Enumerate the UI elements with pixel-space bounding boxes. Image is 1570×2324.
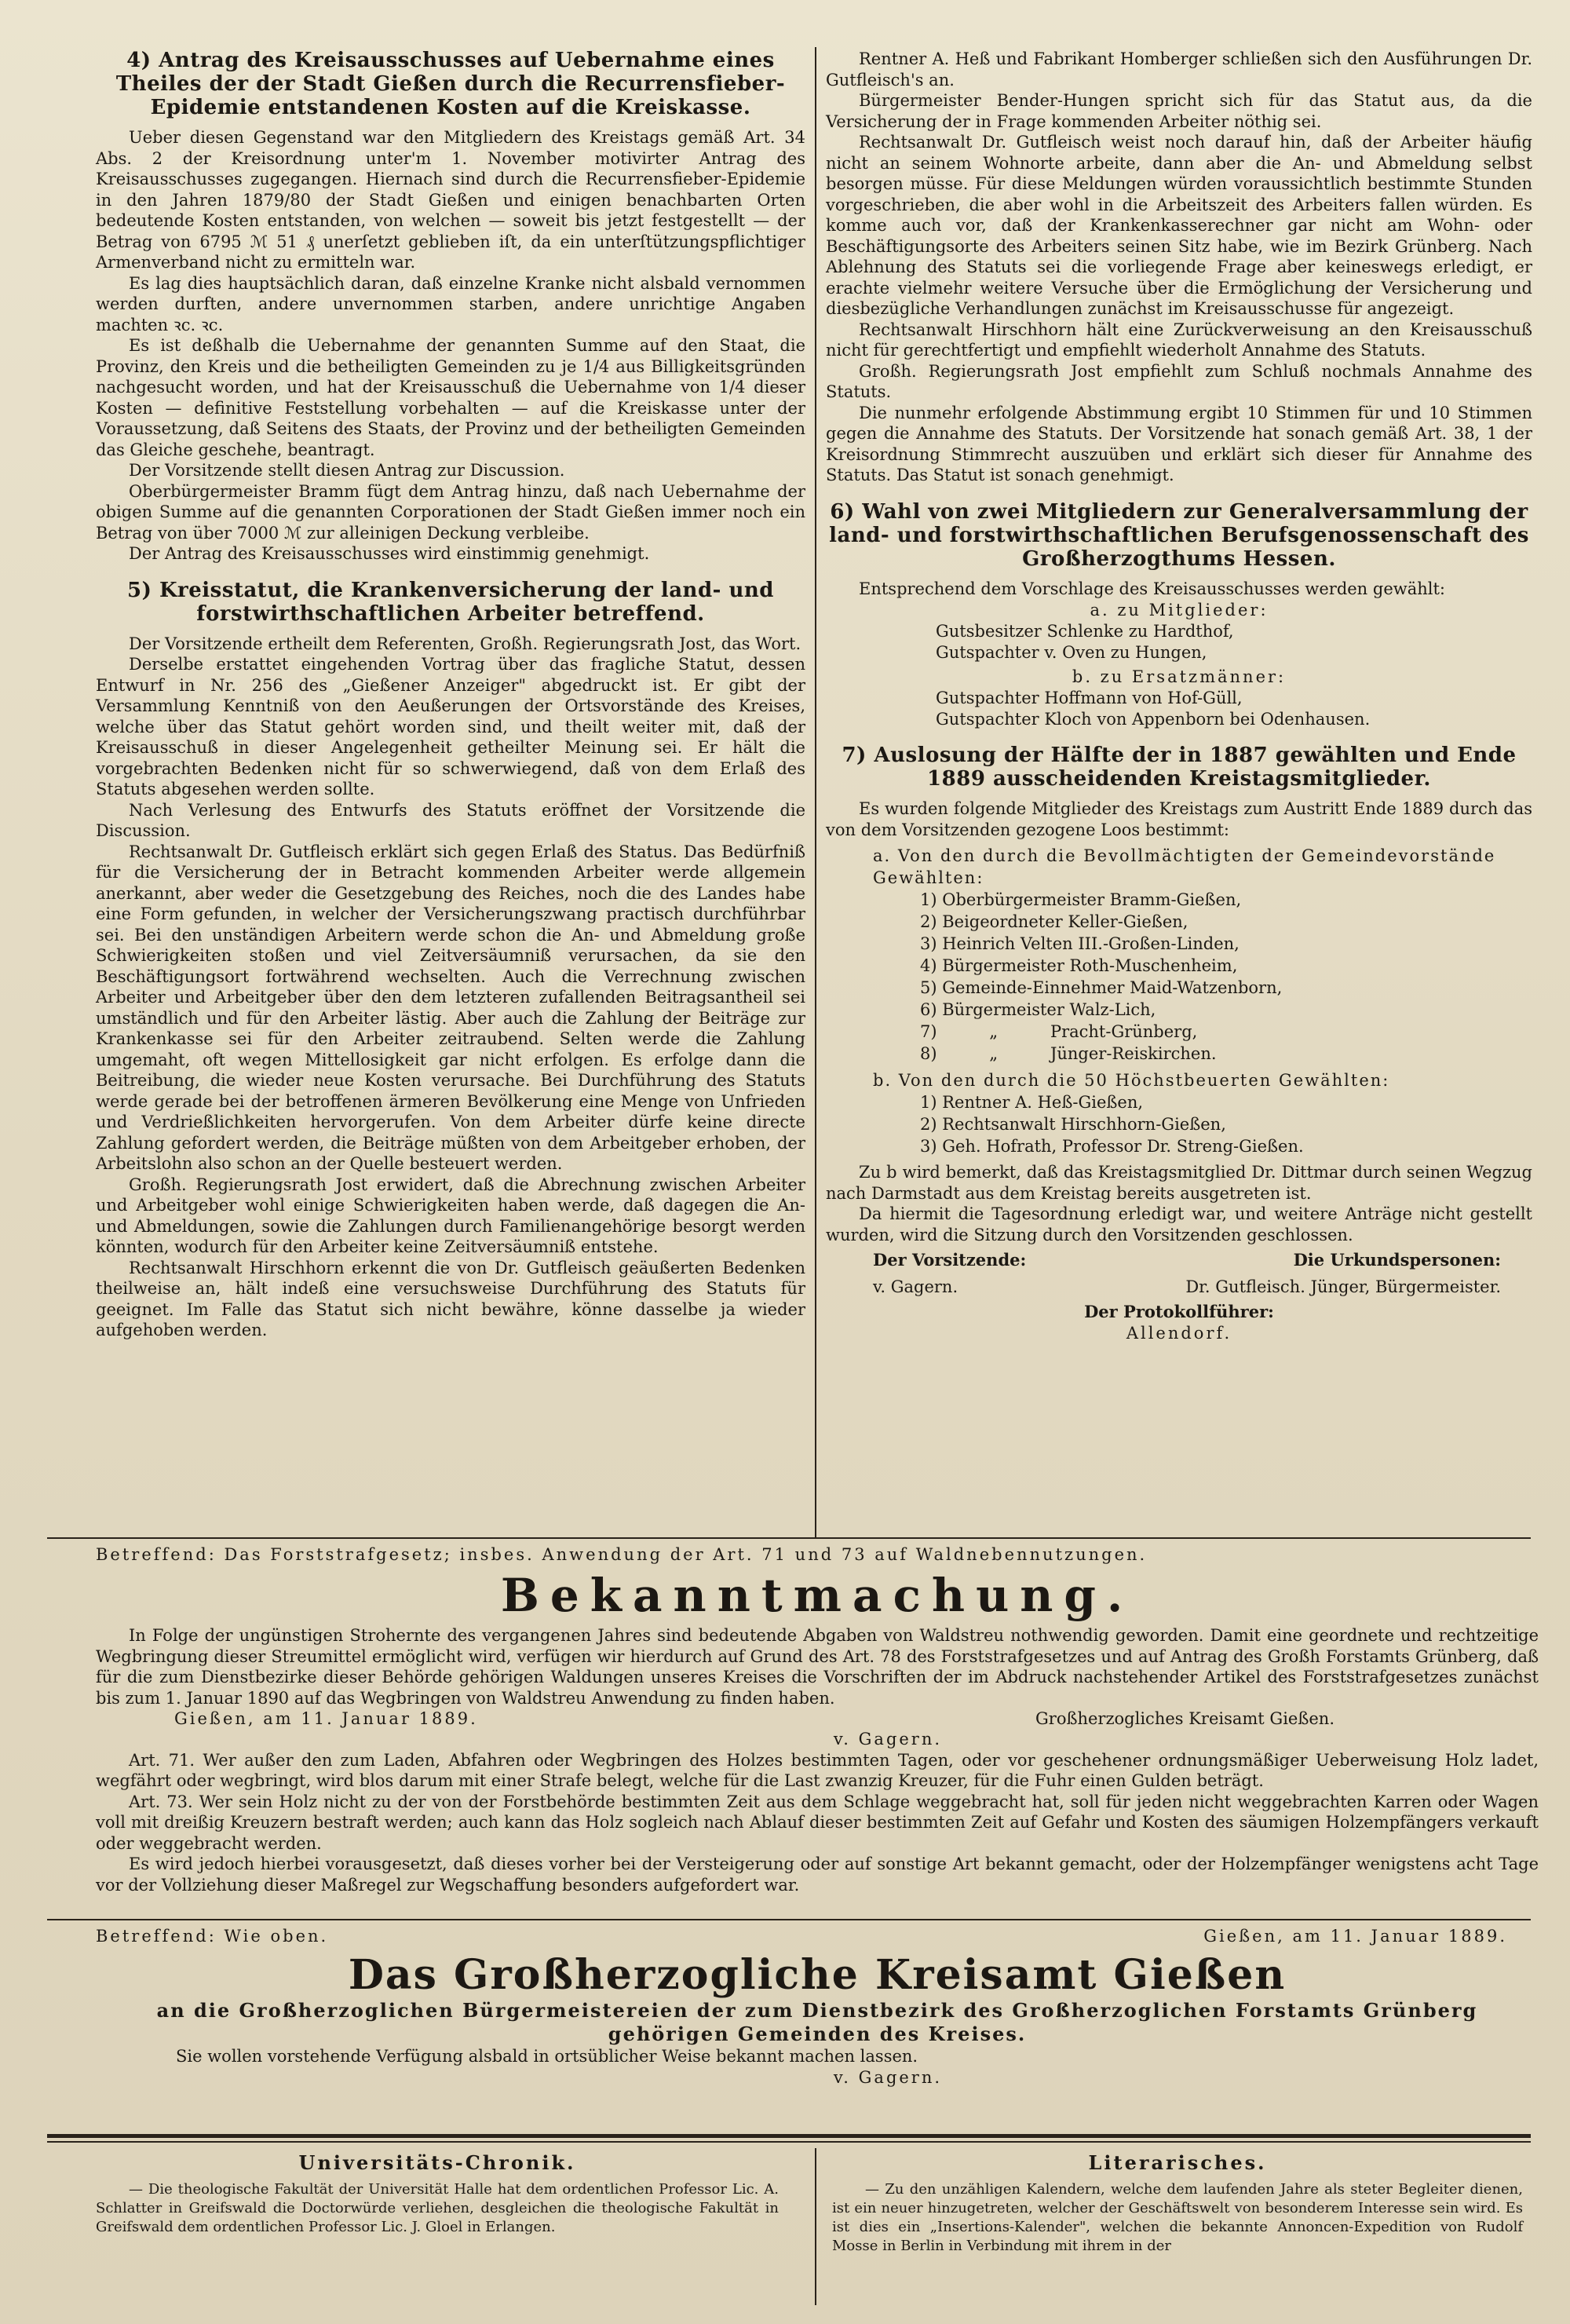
subject-line: Betreffend: Wie oben. [96,1927,329,1946]
subheading: a. zu Mitglieder: [1090,601,1269,619]
chairman-label: Der Vorsitzende: [873,1250,1027,1270]
notice-forststrafgesetz [96,1544,1539,1895]
section-7-heading: 7) Auslosung der Hälfte der in 1887 gewählten und Ende 1889 ausscheidenden Kreistagsmitglieder. [842,744,1517,791]
dateline [174,1708,1334,1729]
paragraph: Rechtsanwalt Hirschhorn erkennt die von Dr. Gutfleisch geäußerten Bedenken theilweise an, hält indeß eine versuchsweise Durchführung des Statuts für geeignet. Im Falle das Statut sich nicht bewähre, könne dasselbe ja wieder aufgehoben werden. [96,1258,805,1339]
date: Gießen, am 11. Januar 1889. [174,1709,478,1728]
left-column [96,49,805,1341]
elected-list-b [826,1069,1532,1157]
list-item: 1) Rentner A. Heß-Gießen, [920,1093,1144,1112]
paragraph: Die nunmehr erfolgende Abstimmung ergibt 10 Stimmen für und 10 Stimmen gegen die Annahme des Statuts. Der Vorsitzende hat sonach gemäß Art. 38, 1 der Kreisordnung Stimmrecht auszuüben und erklärt sich dieser für Annahme des Statuts. Das Statut ist sonach genehmigt. [826,403,1532,484]
list-item: Gutsbesitzer Schlenke zu Hardthof, [936,622,1234,641]
double-rule [47,2141,1531,2143]
secretary-label: Der Protokollführer: [1084,1302,1274,1321]
paragraph: — Die theologische Fakultät der Universität Halle hat dem ordentlichen Professor Lic. A. Schlatter in Greifswald die Doctorwürde verliehen, desgleichen die theologische Fakultät in Greifswald dem ordentlichen Professor Lic. J. Gloel in Erlangen. [96,2181,779,2235]
paragraph: Es lag dies hauptsächlich daran, daß einzelne Kranke nicht alsbald vernommen werden durften, andere unvernommen starben, andere unrichtige Angaben machten ꝛc. ꝛc. [96,273,805,334]
date: Gießen, am 11. Januar 1889. [1203,1927,1507,1946]
list-item: Gutspachter Hoffmann von Hof-Güll, [936,689,1243,707]
paragraph: Rentner A. Heß und Fabrikant Homberger schließen sich den Ausführungen Dr. Gutfleisch's an. [826,49,1532,90]
paragraph: Der Vorsitzende ertheilt dem Referenten, Großh. Regierungsrath Jost, das Wort. [129,634,801,653]
list-item: 2) Rechtsanwalt Hirschhorn-Gießen, [920,1115,1226,1134]
paragraph: Der Vorsitzende stellt diesen Antrag zur Discussion. [129,461,565,480]
signature-labels [873,1248,1501,1272]
article-71: Art. 71. Wer außer den zum Laden, Abfahren oder Wegbringen des Holzes bestimmten Tagen, oder vor geschehener ordnungsmäßiger Ueberweisung Holz ladet, wegfährt oder wegbringt, wird blos darum mit einer Strafe belegt, welche für die Last zwanzig Kreuzer, für die Fuhr einen Gulden beträgt. [96,1750,1539,1790]
literary-heading: Literarisches. [1088,2151,1267,2174]
addressee: an die Großherzoglichen Bürgermeistereien der zum Dienstbezirk des Großherzoglichen Forstamts Grünberg gehörigen Gemeinden des Kreises. [156,1999,1478,2045]
chronicle-heading: Universitäts-Chronik. [298,2151,576,2174]
subheading: b. zu Ersatzmänner: [1072,667,1287,686]
paragraph: In Folge der ungünstigen Strohernte des vergangenen Jahres sind bedeutende Abgaben von Waldstreu nothwendig geworden. Damit eine geordnete und rechtzeitige Wegbringung dieser Streumittel ermöglicht wird, verfügen wir hierdurch auf Grund des Art. 78 des Forststrafgesetzes und auf Antrag des Großh Forstamts Grünberg, daß für die zum Dienstbezirke dieser Behörde gehörigen Waldungen unseres Kreises die Vorschriften der im Abdruck nachstehender Artikel des Forststrafgesetzes zunächst bis zum 1. Januar 1890 auf das Wegbringen von Waldstreu Anwendung zu finden haben. [96,1626,1539,1708]
witnesses-label: Die Urkundspersonen: [1293,1250,1501,1270]
paragraph: Entsprechend dem Vorschlage des Kreisausschusses werden gewählt: [859,579,1446,598]
double-rule [47,2134,1531,2138]
list-item: 5) Gemeinde-Einnehmer Maid-Watzenborn, [920,978,1283,997]
section-separator [47,1537,1531,1539]
paragraph: Großh. Regierungsrath Jost erwidert, daß die Abrechnung zwischen Arbeiter und Arbeitgeber wohl einige Schwierigkeiten haben werde, daß dagegen die An- und Abmeldungen, sowie die Zahlungen durch Familienangehörige besorgt werden könnten, wodurch für den Arbeiter keine Zeitversäumniß entstehe. [96,1175,805,1256]
column-divider [815,2148,816,2305]
paragraph: Rechtsanwalt Dr. Gutfleisch weist noch darauf hin, daß der Arbeiter häufig nicht an seinem Wohnorte arbeite, dann aber die An- und Abmeldung selbst besorgen müsse. Für diese Meldungen würden voraussichtlich bestimmte Stunden vorgeschrieben, die aber wohl in die Arbeitszeit des Arbeiters fallen würden. Es komme auch vor, daß der Krankenkasserechner gar nicht am Wohn- oder Beschäftigungsorte des Arbeiters seinen Sitz habe, wie im Bezirk Grünberg. Nach Ablehnung des Statuts sei die vorliegende Frage aber keineswegs erledigt, er erachte vielmehr weitere Versuche über die Ermöglichung der Versicherung und diesbezügliche Verhandlungen zunächst im Kreisausschusse für angezeigt. [826,133,1532,318]
university-chronicle [96,2151,779,2237]
signer: v. Gagern. [833,1730,943,1748]
paragraph: Großh. Regierungsrath Jost empfiehlt zum Schluß nochmals Annahme des Statuts. [826,361,1532,401]
list-item: 8) „ Jünger-Reiskirchen. [920,1044,1217,1063]
subject-row [96,1925,1539,1947]
signature-names [873,1275,1501,1299]
paragraph: Es ist deßhalb die Uebernahme der genannten Summe auf den Staat, die Provinz, den Kreis und die betheiligten Gemeinden zu je 1/4 aus Billigkeitsgründen nachgesucht worden, und hat der Kreisausschuß die Uebernahme von 1/4 dieser Kosten — definitive Feststellung vorbehalten — auf die Kreiskasse unter der Voraussetzung, daß Seitens des Staats, der Provinz und der betheiligten Gemeinden das Gleiche geschehe, beantragt. [96,336,805,459]
paragraph: Oberbürgermeister Bramm fügt dem Antrag hinzu, daß nach Uebernahme der obigen Summe auf die genannten Corporationen der Stadt Gießen immer noch ein Betrag von über 7000 ℳ zur alleinigen Deckung verbleibe. [96,481,805,543]
paragraph: Zu b wird bemerkt, daß das Kreistagsmitglied Dr. Dittmar durch seinen Wegzug nach Darmstadt aus dem Kreistag bereits ausgetreten ist. [826,1163,1532,1203]
paragraph: Ueber diesen Gegenstand war den Mitgliedern des Kreistags gemäß Art. 34 Abs. 2 der Kreisordnung unter'm 1. November motivirter Antrag des Kreisausschusses zugegangen. Hiernach sind durch die Recurrensfieber-Epidemie in den Jahren 1879/80 der Stadt Gießen und einigen benachbarten Orten bedeutende Kosten entstanden, von welchen — soweit bis jetzt festgestellt — der Betrag von 6795 ℳ 51 ₰ unerſetzt geblieben iſt, da ein unterſtützungspflichtiger Armenverband nicht zu ermitteln war. [96,128,805,272]
witnesses-names: Dr. Gutfleisch. Jünger, Bürgermeister. [1185,1277,1501,1296]
article-73: Art. 73. Wer sein Holz nicht zu der von der Forstbehörde bestimmten Zeit aus dem Schlage weggebracht hat, soll für jeden nicht weggebrachten Karren oder Wagen voll mit dreißig Kreuzern bestraft werden; auch kann das Holz sogleich nach Ablauf dieser bestimmten Zeit auf Gefahr und Kosten des säumigen Holzempfängers verkauft oder weggebracht werden. [96,1792,1539,1853]
paragraph: Es wurden folgende Mitglieder des Kreistags zum Austritt Ende 1889 durch das von dem Vorsitzenden gezogene Loos bestimmt: [826,799,1532,839]
section-separator [47,1919,1531,1920]
paragraph: Nach Verlesung des Entwurfs des Statuts eröffnet der Vorsitzende die Discussion. [96,800,805,840]
section-4-heading: 4) Antrag des Kreisausschusses auf Uebernahme eines Theiles der der Stadt Gießen durch die Recurrensfieber-Epidemie entstandenen Kosten auf die Kreiskasse. [115,49,786,119]
authority-title: Das Großherzogliche Kreisamt Gießen [348,1951,1287,1999]
paragraph: Rechtsanwalt Hirschhorn hält eine Zurückverweisung an den Kreisausschuß nicht für gerechtfertigt und empfiehlt wiederholt Annahme des Statuts. [826,320,1532,360]
signer: v. Gagern. [833,2067,943,2087]
list-item: 2) Beigeordneter Keller-Gießen, [920,912,1188,931]
paragraph: Sie wollen vorstehende Verfügung alsbald in ortsüblicher Weise bekannt machen lassen. [176,2047,918,2066]
list-item: 1) Oberbürgermeister Bramm-Gießen, [920,890,1242,909]
notice-kreisamt [96,1925,1539,2088]
section-5-heading: 5) Kreisstatut, die Krankenversicherung der land- und forstwirthschaftlichen Arbeiter betreffend. [127,578,774,626]
secretary-name: Allendorf. [1126,1323,1232,1343]
announcement-title: Bekanntmachung. [500,1569,1134,1622]
list-item: Gutspachter v. Oven zu Hungen, [936,642,1207,662]
list-heading: a. Von den durch die Bevollmächtigten der Gemeindevorstände Gewählten: [873,846,1496,887]
list-item: 3) Geh. Hofrath, Professor Dr. Streng-Gießen. [920,1137,1304,1156]
chairman-name: v. Gagern. [873,1277,958,1296]
list-item: 6) Bürgermeister Walz-Lich, [920,1000,1156,1019]
right-column [826,49,1532,1343]
paragraph: Da hiermit die Tagesordnung erledigt war, und weitere Anträge nicht gestellt wurden, wird die Sitzung durch den Vorsitzenden geschlossen. [826,1204,1532,1244]
authority: Großherzogliches Kreisamt Gießen. [1035,1709,1334,1728]
list-item: Gutspachter Kloch von Appenborn bei Odenhausen. [936,709,1371,729]
list-item: 7) „ Pracht-Grünberg, [920,1022,1198,1041]
list-item: 4) Bürgermeister Roth-Muschenheim, [920,956,1238,975]
list-item: 3) Heinrich Velten III.-Großen-Linden, [920,934,1240,953]
paragraph: Bürgermeister Bender-Hungen spricht sich für das Statut aus, da die Versicherung der in Frage kommenden Arbeiter nöthig sei. [826,91,1532,131]
literary-section [832,2151,1523,2256]
list-heading: b. Von den durch die 50 Höchstbeuerten Gewählten: [873,1071,1390,1090]
paragraph: Rechtsanwalt Dr. Gutfleisch erklärt sich gegen Erlaß des Status. Das Bedürfniß für die Versicherung der in Betracht kommenden Arbeiter werde allgemein anerkannt, aber weder die Gesetzgebung des Reiches, noch die des Landes habe eine Form gefunden, in welcher der Versicherungszwang practisch durchführbar sei. Bei den unständigen Arbeitern werde schon die An- und Abmeldung große Schwierigkeiten stoßen und viel Zeitversäumniß verursachen, da sie den Beschäftigungsort fortwährend wechselten. Auch die Verrechnung zwischen Arbeiter und Arbeitgeber über den dem letzteren zufallenden Beitragsantheil sei umständlich und für den Arbeiter lästig. Aber auch die Zahlung der Beiträge zur Krankenkasse sei für den Arbeiter zeitraubend. Selten werde die Zahlung umgemaht, oft wegen Mittellosigkeit gar nicht erfolgen. Es erfolge dann die Beitreibung, die wieder neue Kosten verursache. Bei Durchführung des Statuts werde gerade bei der betroffenen ärmeren Bevölkerung eine Menge von Unfrieden und Verdrießlichkeiten hervorgerufen. Von dem Arbeiter dürfe keine directe Zahlung gefordert werden, die Beiträge müßten von dem Arbeitgeber erhoben, der Arbeitslohn also schon an der Quelle besteuert werden. [96,842,805,1173]
section-6-heading: 6) Wahl von zwei Mitgliedern zur Generalversammlung der land- und forstwirthschaftlichen Berufsgenossenschaft des Großherzogthums Hessen. [829,499,1529,571]
elected-list-a [826,845,1532,1065]
column-divider [815,47,816,1539]
paragraph: Es wird jedoch hierbei vorausgesetzt, daß dieses vorher bei der Versteigerung oder auf sonstige Art bekannt gemacht, oder der Holzempfänger wenigstens acht Tage vor der Vollziehung dieser Maßregel zur Wegschaffung besonders aufgefordert war. [96,1854,1539,1895]
paragraph: — Zu den unzähligen Kalendern, welche dem laufenden Jahre als steter Begleiter dienen, ist ein neuer hinzugetreten, welcher der Geschäftswelt von besonderem Interesse sein wird. Es ist dies ein „Insertions-Kalender", welchen die bekannte Annoncen-Expedition von Rudolf Mosse in Berlin in Verbindung mit ihrem in der [832,2181,1523,2254]
paragraph: Der Antrag des Kreisausschusses wird einstimmig genehmigt. [129,544,650,563]
subject-line: Betreffend: Das Forststrafgesetz; insbes. Anwendung der Art. 71 und 73 auf Waldnebennutzungen. [96,1545,1148,1564]
paragraph: Derselbe erstattet eingehenden Vortrag über das fragliche Statut, dessen Entwurf in Nr. 256 des „Gießener Anzeiger" abgedruckt ist. Er gibt der Versammlung Kenntniß von den Aeußerungen der Ortsvorstände des Kreises, welche über das Statut gehört worden sind, und theilt weiter mit, daß der Kreisausschuß in dieser Angelegenheit getheilter Meinung sei. Er hält die vorgebrachten Bedenken nicht für so schwerwiegend, daß von dem Erlaß des Statuts abgesehen werden sollte. [96,655,805,798]
